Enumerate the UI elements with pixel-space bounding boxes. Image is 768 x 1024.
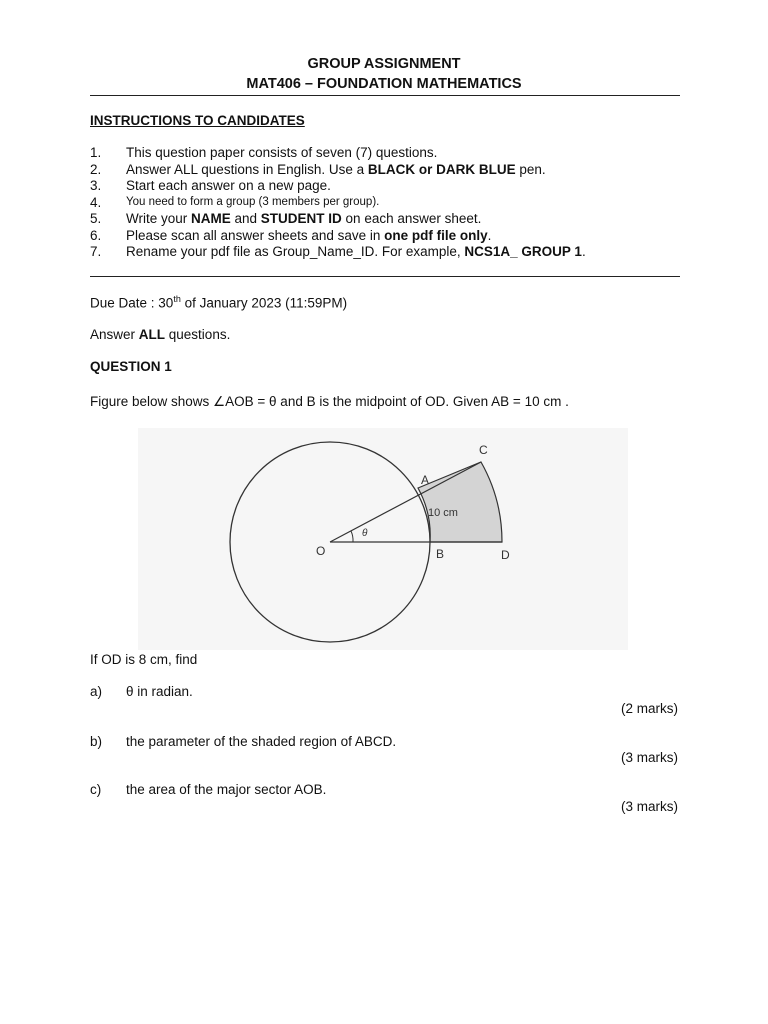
instructions-heading: INSTRUCTIONS TO CANDIDATES [90,113,305,128]
label-a: A [421,473,430,487]
document-title: GROUP ASSIGNMENT [307,56,461,72]
part-text: θ in radian. [126,684,193,699]
answer-all-post: questions. [165,327,231,342]
instruction-text: on each answer sheet. [341,211,482,226]
instruction-number: 3. [90,178,102,193]
instruction-item [126,178,331,193]
label-length: 10 cm [428,507,458,519]
instruction-emphasis: NAME [191,211,231,226]
instruction-text: Start each answer on a new page. [126,178,331,193]
instruction-item [126,211,481,226]
instruction-text: Rename your pdf file as Group_Name_ID. For example, [126,244,465,259]
question-condition: If OD is 8 cm, find [90,652,198,667]
instruction-number: 2. [90,162,102,177]
instruction-emphasis: BLACK or DARK BLUE [367,162,516,177]
marks-label: (3 marks) [621,750,678,765]
instruction-item [126,162,546,177]
instruction-text: . [581,244,586,259]
due-date [90,294,347,311]
question-statement: Figure below shows ∠AOB = θ and B is the midpoint of OD. Given AB = 10 cm . [90,394,569,409]
label-d: D [501,548,510,562]
question-heading: QUESTION 1 [90,359,172,374]
answer-all-bold: ALL [138,327,166,342]
circle-sector-figure [138,428,628,650]
instruction-text: pen. [515,162,546,177]
instruction-item [126,196,379,208]
instruction-item [126,145,437,160]
label-o: O [316,544,326,558]
part-label: b) [90,734,103,749]
label-c: C [479,443,488,457]
part-label: c) [90,782,102,797]
answer-all-note [90,327,230,342]
instruction-emphasis: one pdf file only [384,228,488,243]
instruction-item [126,228,491,243]
marks-label: (2 marks) [621,701,678,716]
header-divider [90,95,680,96]
due-date-ordinal: th [173,294,181,304]
figure-background [138,428,628,650]
instruction-number: 5. [90,211,102,226]
part-text: the area of the major sector AOB. [126,782,327,797]
answer-all-pre: Answer [90,327,139,342]
instruction-emphasis: NCS1A_ GROUP 1 [464,244,582,259]
instruction-item [126,244,586,259]
instruction-text: Please scan all answer sheets and save in [126,228,385,243]
instruction-text: . [487,228,492,243]
instructions-divider [90,276,680,277]
part-text: the parameter of the shaded region of ABCD. [126,734,397,749]
instruction-text: This question paper consists of seven (7) questions. [126,145,438,160]
part-label: a) [90,684,103,699]
label-b: B [436,547,445,561]
instruction-number: 7. [90,244,102,259]
due-date-suffix: of January 2023 (11:59PM) [180,295,348,311]
marks-label: (3 marks) [621,799,678,814]
instruction-number: 1. [90,145,102,160]
due-date-prefix: Due Date : 30 [90,295,174,311]
course-title: MAT406 – FOUNDATION MATHEMATICS [246,76,522,92]
instruction-number: 4. [90,195,102,210]
instruction-text: Answer ALL questions in English. Use a [126,162,368,177]
instruction-emphasis: STUDENT ID [260,211,342,226]
instruction-text: and [230,211,261,226]
instruction-text: You need to form a group (3 members per group). [126,196,380,208]
instruction-number: 6. [90,228,102,243]
label-theta: θ [362,528,368,539]
instruction-text: Write your [126,211,192,226]
